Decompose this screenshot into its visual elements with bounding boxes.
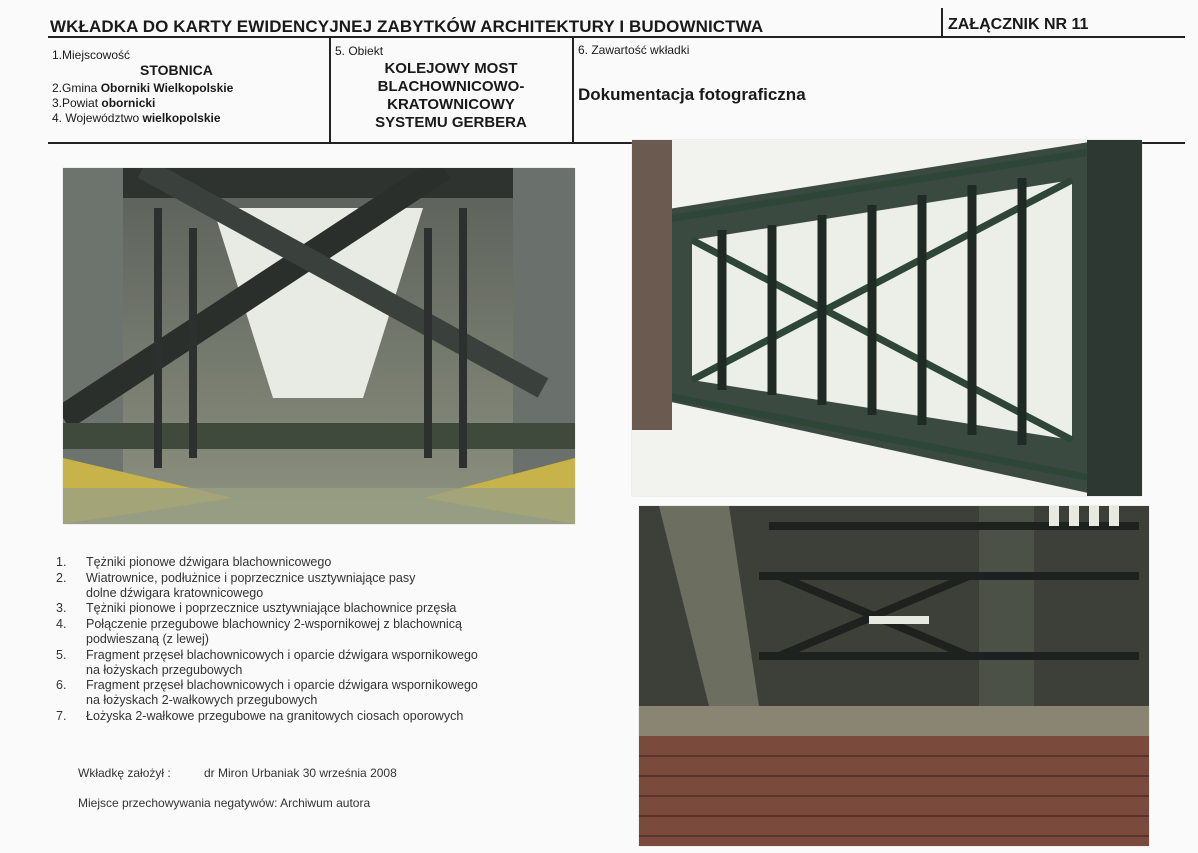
- item-text: Fragment przęseł blachownicowych i oparcie dźwigara wspornikowego: [86, 678, 478, 693]
- column-divider-2: [572, 38, 574, 142]
- powiat-value: obornicki: [101, 96, 156, 110]
- powiat-row: [52, 96, 155, 110]
- locality-label: 1.Miejscowość: [52, 48, 131, 62]
- photo-caption-list: [56, 555, 556, 725]
- item-text: Fragment przęseł blachownicowych i oparcie dźwigara wspornikowego: [86, 647, 478, 662]
- voivodeship-row: [52, 111, 221, 125]
- list-item: [56, 571, 556, 601]
- item-number: 7.: [56, 708, 67, 723]
- item-text-continued: na łożyskach przegubowych: [86, 662, 243, 677]
- item-number: 4.: [56, 617, 67, 632]
- author-value: dr Miron Urbaniak 30 września 2008: [204, 766, 397, 780]
- item-text: Tężniki pionowe i poprzecznice usztywniające blachownice przęsła: [86, 601, 457, 616]
- annex-number: ZAŁĄCZNIK NR 11: [948, 16, 1089, 33]
- gmina-label: 2.Gmina: [52, 81, 98, 95]
- content-label: 6. Zawartość wkładki: [578, 43, 690, 57]
- item-text: Tężniki pionowe dźwigara blachownicowego: [86, 555, 332, 569]
- list-item: [56, 555, 556, 570]
- list-item: [56, 678, 556, 708]
- item-number: 1.: [56, 555, 67, 569]
- voivodeship-value: wielkopolskie: [142, 111, 221, 125]
- negatives-storage: Miejsce przechowywania negatywów: Archiwum autora: [78, 796, 371, 810]
- item-text-continued: podwieszaną (z lewej): [86, 631, 209, 646]
- photo-truss-underside: [63, 168, 575, 524]
- object-name-line: KOLEJOWY MOST: [384, 60, 518, 77]
- item-number: 2.: [56, 570, 67, 585]
- object-name: [335, 60, 567, 132]
- list-item: [56, 601, 556, 616]
- card-title: WKŁADKA DO KARTY EWIDENCYJNEJ ZABYTKÓW ARCHITEKTURY I BUDOWNICTWA: [50, 17, 764, 36]
- gmina-value: Oborniki Wielkopolskie: [100, 81, 234, 95]
- item-text: Wiatrownice, podłużnice i poprzecznice usztywniające pasy: [86, 570, 416, 585]
- item-text-continued: dolne dźwigara kratownicowego: [86, 585, 264, 600]
- photo-bearings-abutment: [639, 506, 1149, 846]
- object-name-line: SYSTEMU GERBERA: [375, 114, 527, 131]
- item-number: 3.: [56, 601, 67, 616]
- object-name-line: BLACHOWNICOWO-: [377, 78, 525, 95]
- item-text: Łożyska 2-wałkowe przegubowe na granitowych ciosach oporowych: [86, 708, 464, 723]
- photo-lattice-girder: [632, 140, 1142, 496]
- powiat-label: 3.Powiat: [52, 96, 99, 110]
- item-text: Połączenie przegubowe blachownicy 2-wspornikowej z blachownicą: [86, 617, 462, 632]
- list-item: [56, 709, 556, 724]
- author-row: [78, 766, 397, 780]
- voivodeship-label: 4. Województwo: [52, 111, 140, 125]
- list-item: [56, 617, 556, 647]
- item-number: 6.: [56, 678, 67, 693]
- author-label: Wkładkę założył :: [78, 766, 171, 780]
- item-number: 5.: [56, 647, 67, 662]
- annex-divider: [941, 8, 943, 38]
- gmina-row: [52, 81, 233, 95]
- object-label: 5. Obiekt: [335, 44, 384, 58]
- locality-value: STOBNICA: [140, 62, 213, 78]
- content-value: Dokumentacja fotograficzna: [578, 85, 806, 104]
- item-text-continued: na łożyskach 2-wałkowych przegubowych: [86, 693, 318, 708]
- column-divider-1: [329, 38, 331, 142]
- object-name-line: KRATOWNICOWY: [387, 96, 515, 113]
- header-rule-top: [48, 36, 1185, 38]
- list-item: [56, 648, 556, 678]
